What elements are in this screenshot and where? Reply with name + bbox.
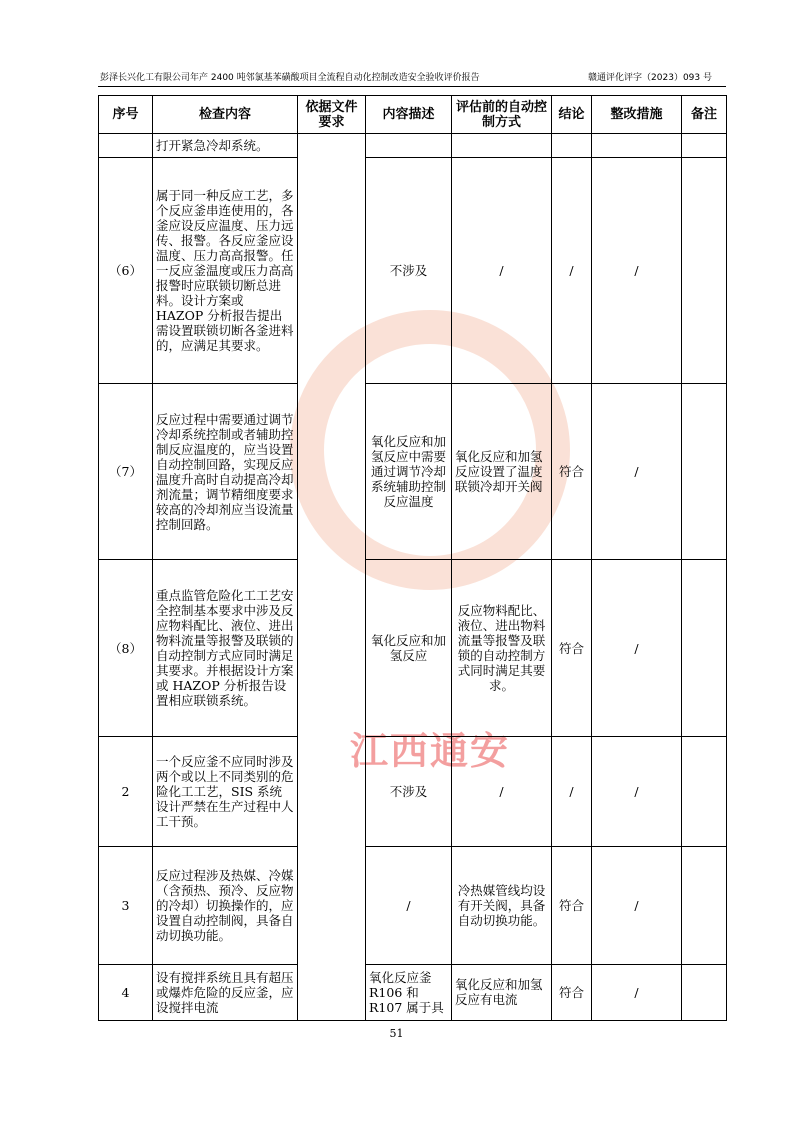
row-fix: / [592, 158, 682, 384]
row-result: 符合 [552, 384, 592, 560]
row-desc: 氧化反应釜 R106 和 R107 属于具 [366, 964, 452, 1020]
row-method: 冷热媒管线均设有开关阀，具备自动切换功能。 [452, 846, 552, 964]
watermark-text: 江西通安 [350, 729, 511, 773]
row-desc: 不涉及 [366, 158, 452, 384]
row-result [552, 134, 592, 158]
col-header-basis: 依据文件要求 [298, 96, 366, 134]
row-result: 符合 [552, 560, 592, 736]
row-no: 2 [99, 736, 153, 846]
row-content: 重点监管危险化工工艺安全控制基本要求中涉及反应物料配比、液位、进出物料流量等报警及联锁的自动控制方式应同时满足其要求。并根据设计方案或 HAZOP 分析报告设置相应联锁系统。 [153, 560, 298, 736]
col-header-no: 序号 [99, 96, 153, 134]
row-note [682, 158, 727, 384]
row-content: 打开紧急冷却系统。 [153, 134, 298, 158]
row-method: / [452, 158, 552, 384]
row-desc: 氧化反应和加氢反应中需要通过调节冷却系统辅助控制反应温度 [366, 384, 452, 560]
row-note [682, 134, 727, 158]
page-number: 51 [389, 1027, 404, 1040]
table-row [99, 158, 727, 384]
row-method: 氧化反应和加氢反应设置了温度联锁冷却开关阀 [452, 384, 552, 560]
col-header-method: 评估前的自动控制方式 [452, 96, 552, 134]
row-method: / [452, 736, 552, 846]
col-header-result: 结论 [552, 96, 592, 134]
inspection-table [98, 95, 727, 1021]
row-method: 氧化反应和加氢反应有电流 [452, 964, 552, 1020]
row-method [452, 134, 552, 158]
row-desc: / [366, 846, 452, 964]
row-note [682, 736, 727, 846]
row-desc [366, 134, 452, 158]
row-note [682, 964, 727, 1020]
row-result: / [552, 158, 592, 384]
row-desc: 氧化反应和加氢反应 [366, 560, 452, 736]
table-row [99, 846, 727, 964]
header-report-title: 彭泽长兴化工有限公司年产 2400 吨邻氯基苯磺酸项目全流程自动化控制改造安全验收评价报告 [100, 73, 480, 83]
col-header-fix: 整改措施 [592, 96, 682, 134]
basis-cell [298, 134, 366, 1021]
row-content: 反应过程中需要通过调节冷却系统控制或者辅助控制反应温度的，应当设置自动控制回路，实现反应温度升高时自动提高冷却剂流量；调节精细度要求较高的冷却剂应当设流量控制回路。 [153, 384, 298, 560]
row-note [682, 384, 727, 560]
col-header-content: 检查内容 [153, 96, 298, 134]
row-result: 符合 [552, 964, 592, 1020]
col-header-note: 备注 [682, 96, 727, 134]
row-no [99, 134, 153, 158]
row-fix [592, 134, 682, 158]
table-row [99, 384, 727, 560]
row-content: 一个反应釜不应同时涉及两个或以上不同类别的危险化工工艺，SIS 系统设计严禁在生产过程中人工干预。 [153, 736, 298, 846]
row-result: 符合 [552, 846, 592, 964]
row-fix: / [592, 560, 682, 736]
row-no: （7） [99, 384, 153, 560]
table-row [99, 964, 727, 1020]
row-no: （6） [99, 158, 153, 384]
table-row [99, 736, 727, 846]
row-note [682, 846, 727, 964]
row-content: 反应过程涉及热媒、冷媒（含预热、预冷、反应物的冷却）切换操作的，应设置自动控制阀，具备自动切换功能。 [153, 846, 298, 964]
row-content: 属于同一种反应工艺，多个反应釜串连使用的，各釜应设反应温度、压力远传、报警。各反应釜应设温度、压力高高报警。任一反应釜温度或压力高高报警时应联锁切断总进料。设计方案或 HAZOP 分析报告提出需设置联锁切断各釜进料的，应满足其要求。 [153, 158, 298, 384]
row-content: 设有搅拌系统且具有超压或爆炸危险的反应釜，应设搅拌电流 [153, 964, 298, 1020]
table-row [99, 134, 727, 158]
row-fix: / [592, 736, 682, 846]
row-method: 反应物料配比、液位、进出物料流量等报警及联锁的自动控制方式同时满足其要求。 [452, 560, 552, 736]
row-desc: 不涉及 [366, 736, 452, 846]
header-report-number: 赣通评化评字（2023）093 号 [588, 73, 712, 83]
row-no: 3 [99, 846, 153, 964]
row-no: （8） [99, 560, 153, 736]
table-row [99, 560, 727, 736]
row-no: 4 [99, 964, 153, 1020]
row-note [682, 560, 727, 736]
row-result: / [552, 736, 592, 846]
col-header-desc: 内容描述 [366, 96, 452, 134]
row-fix: / [592, 964, 682, 1020]
header-rule [98, 86, 726, 87]
running-header [100, 70, 712, 86]
row-fix: / [592, 384, 682, 560]
row-fix: / [592, 846, 682, 964]
table-header-row [99, 96, 727, 134]
